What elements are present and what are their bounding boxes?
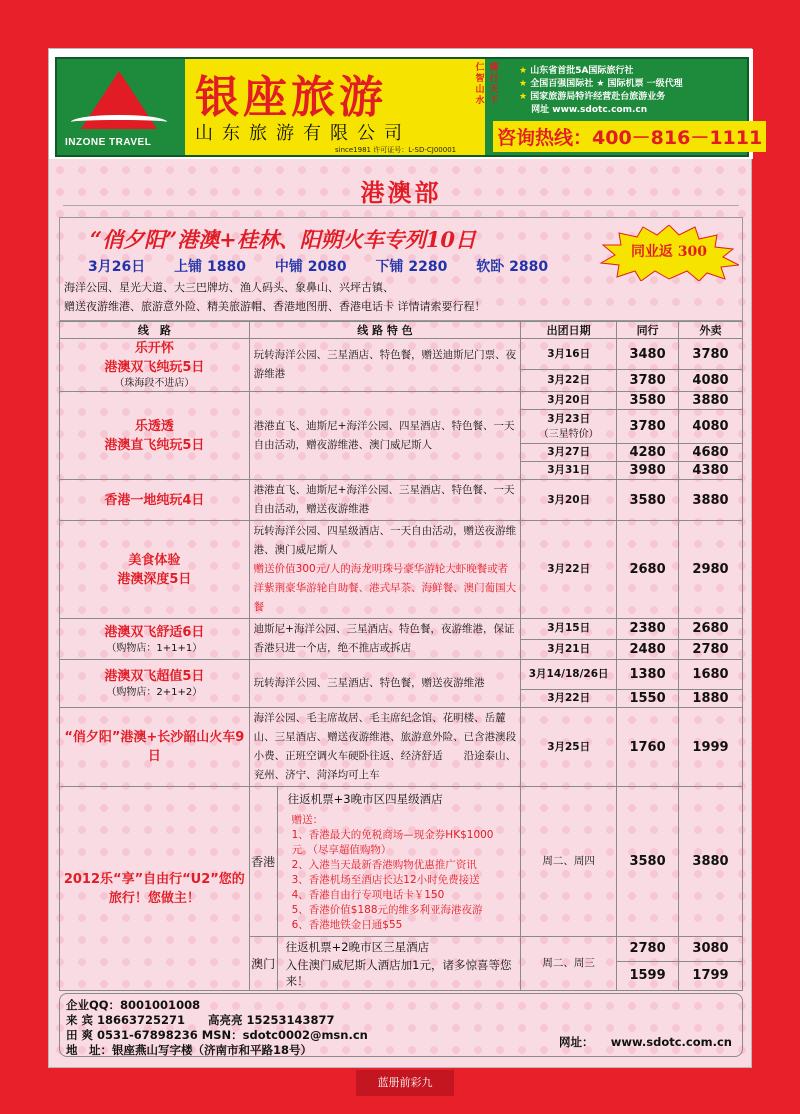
slogan-vertical-1: 仁智山水 bbox=[475, 63, 485, 106]
column-header: 外卖 bbox=[679, 322, 743, 339]
contact-line: 来 宾 18663725271 高亮亮 15253143877 bbox=[66, 1013, 335, 1027]
retail-price: 2780 bbox=[679, 639, 743, 660]
peer-price: 1760 bbox=[617, 708, 679, 787]
region-label: 澳门 bbox=[249, 937, 277, 991]
route-name: 香港一地纯玩4日 bbox=[60, 480, 250, 521]
brand-panel bbox=[185, 59, 485, 155]
depart-date: 3月22日 bbox=[521, 370, 617, 392]
depart-date: 3月27日 bbox=[521, 444, 617, 462]
logo-english: INZONE TRAVEL bbox=[65, 137, 152, 148]
promo-prices bbox=[88, 256, 572, 276]
retail-price: 1680 bbox=[679, 660, 743, 690]
retail-price: 4080 bbox=[679, 410, 743, 444]
route-feature-highlight: 赠送价值300元/人的海龙明珠号豪华游轮大虾晚餐或者洋紫荆豪华游轮自助餐、港式早茶、海鲜餐、澳门葡国大餐 bbox=[253, 563, 517, 613]
column-header: 出团日期 bbox=[521, 322, 617, 339]
depart-date: 3月20日 bbox=[521, 480, 617, 521]
peer-price: 4280 bbox=[617, 444, 679, 462]
peer-price: 3980 bbox=[617, 462, 679, 480]
peer-price: 3480 bbox=[617, 339, 679, 370]
promo-price: 上铺 1880 bbox=[174, 259, 246, 275]
route-feature bbox=[277, 787, 521, 937]
depart-date: 3月14/18/26日 bbox=[521, 660, 617, 690]
peer-price: 2380 bbox=[617, 619, 679, 640]
promo-price: 中铺 2080 bbox=[274, 259, 347, 275]
retail-price: 3880 bbox=[679, 480, 743, 521]
gift-list bbox=[282, 811, 517, 935]
table-row bbox=[60, 787, 743, 937]
badge-text: 同业返 300 bbox=[630, 244, 708, 260]
depart-date: 3月22日 bbox=[521, 521, 617, 619]
retail-price: 4380 bbox=[679, 462, 743, 480]
route-feature: 玩转海洋公园、三星酒店、特色餐，赠送夜游维港 bbox=[249, 660, 521, 708]
depart-days: 周二、周四 bbox=[521, 787, 617, 937]
depart-days: 周二、周三 bbox=[521, 937, 617, 991]
header-green-panel bbox=[55, 57, 763, 157]
route-name: 乐开怀 港澳双飞纯玩5日 （珠海段不进店） bbox=[60, 339, 250, 392]
contact-footer bbox=[59, 993, 743, 1057]
page-label: 蓝册前彩九 bbox=[356, 1070, 454, 1096]
table-row bbox=[60, 708, 743, 787]
contact-line: 田 爽 0531-67898236 MSN：sdotc0002@msn.cn bbox=[66, 1028, 368, 1042]
retail-price: 2980 bbox=[679, 521, 743, 619]
route-feature bbox=[277, 937, 521, 991]
promo-date: 3月26日 bbox=[88, 259, 146, 275]
logo bbox=[61, 63, 181, 153]
table-header-row bbox=[60, 322, 743, 339]
depart-date: 3月22日 bbox=[521, 690, 617, 708]
slogan-vertical-2: 德行天下 bbox=[489, 63, 499, 106]
brand-name: 银座旅游 bbox=[195, 72, 387, 123]
gift-item: 6、香港地铁金日通$55 bbox=[291, 919, 403, 931]
gift-item: 2、入港当天最新香港购物优惠推广资讯 bbox=[291, 859, 477, 871]
peer-price: 1599 bbox=[617, 961, 679, 990]
divider bbox=[63, 205, 739, 206]
route-name: 乐透透 港澳直飞纯玩5日 bbox=[60, 392, 250, 480]
peer-price: 2680 bbox=[617, 521, 679, 619]
route-feature: 玩转海洋公园、四星级酒店、一天自由活动，赠送夜游维港、澳门威尼斯人 赠送价值300元/人的海龙明珠号豪华游轮大虾晚餐或者洋紫荆豪华游轮自助餐、港式早茶、海鲜餐、澳门葡国大餐 bbox=[249, 521, 521, 619]
peer-price: 3580 bbox=[617, 392, 679, 410]
hotline: 咨询热线：400－816－1111 bbox=[493, 121, 766, 152]
column-header: 同行 bbox=[617, 322, 679, 339]
star-icon: ★ bbox=[519, 79, 531, 89]
peer-price: 1380 bbox=[617, 660, 679, 690]
package-headline: 往返机票+2晚市区三星酒店 bbox=[285, 940, 430, 954]
route-feature: 迪斯尼+海洋公园、三星酒店、特色餐，夜游维港，保证香港只进一个店，绝不推店或拆店 bbox=[249, 619, 521, 660]
depart-date: 3月21日 bbox=[521, 639, 617, 660]
promo-description bbox=[64, 278, 734, 316]
package-headline: 往返机票+3晚市区四星级酒店 bbox=[287, 792, 443, 806]
retail-price: 4680 bbox=[679, 444, 743, 462]
promo-desc-line: 赠送夜游维港、旅游意外险、精美旅游帽、香港地图册、香港电话卡 详情请索要行程！ bbox=[64, 300, 486, 313]
depart-date: 3月20日 bbox=[521, 392, 617, 410]
table-row bbox=[60, 480, 743, 521]
credential-item: 网址 www.sdotc.com.cn bbox=[531, 105, 648, 115]
route-name: 美食体验 港澳深度5日 bbox=[60, 521, 250, 619]
table-row bbox=[60, 521, 743, 619]
depart-date: 3月15日 bbox=[521, 619, 617, 640]
credential-item: ★ 山东省首批5A国际旅行社 bbox=[519, 66, 634, 76]
retail-price: 3080 bbox=[679, 937, 743, 962]
route-name: 港澳双飞舒适6日 （购物店：1+1+1） bbox=[60, 619, 250, 660]
peer-price: 3580 bbox=[617, 787, 679, 937]
wave-logo-icon bbox=[71, 115, 167, 129]
package-note: 入住澳门威尼斯人酒店加1元，诸多惊喜等您来！ bbox=[285, 958, 512, 988]
retail-price: 3880 bbox=[679, 787, 743, 937]
retail-price: 1880 bbox=[679, 690, 743, 708]
credential-item: ★ 全国百强国际社 ★ 国际机票 一级代理 bbox=[519, 79, 683, 89]
route-feature: 玩转海洋公园、三星酒店、特色餐，赠送迪斯尼门票、夜游维港 bbox=[249, 339, 521, 392]
retail-price: 2680 bbox=[679, 619, 743, 640]
table-row bbox=[60, 619, 743, 640]
peer-price: 3780 bbox=[617, 410, 679, 444]
peer-price: 3580 bbox=[617, 480, 679, 521]
retail-price: 1999 bbox=[679, 708, 743, 787]
route-name: 2012乐“享”自由行“U2”您的旅行！您做主！ bbox=[60, 787, 250, 991]
peer-price: 2480 bbox=[617, 639, 679, 660]
star-icon: ★ bbox=[519, 66, 531, 76]
routes-table bbox=[59, 321, 743, 991]
depart-date: 3月23日 （三星特价） bbox=[521, 410, 617, 444]
route-feature: 港港直飞、迪斯尼+海洋公园、三星酒店、特色餐、一天自由活动，赠送夜游维港 bbox=[249, 480, 521, 521]
peer-price: 2780 bbox=[617, 937, 679, 962]
license-text: since1981 许可证号：L-SD-CJ00001 bbox=[335, 146, 457, 154]
route-feature: 港港直飞、迪斯尼+海洋公园、四星酒店、特色餐、一天自由活动，赠夜游维港、澳门威尼斯人 bbox=[249, 392, 521, 480]
gift-item: 1、香港最大的免税商场—现金券HK$1000元。（尽享超值购物） bbox=[291, 829, 494, 856]
table-row bbox=[60, 660, 743, 690]
gift-item: 3、香港机场至酒店长达12小时免费接送 bbox=[291, 874, 480, 886]
promo-price: 下铺 2280 bbox=[375, 259, 448, 275]
region-label: 香港 bbox=[249, 787, 277, 937]
star-icon: ★ bbox=[519, 92, 531, 102]
column-header: 线 路 特 色 bbox=[249, 322, 521, 339]
retail-price: 3880 bbox=[679, 392, 743, 410]
company-name: 山东旅游有限公司 bbox=[195, 123, 411, 144]
contact-qq: 企业QQ：8001001008 bbox=[66, 998, 201, 1012]
gift-item: 4、香港自由行专项电话卡￥150 bbox=[291, 889, 445, 901]
table-row bbox=[60, 339, 743, 370]
section-title: 港澳部 bbox=[360, 179, 442, 207]
credential-item: ★ 国家旅游局特许经营赴台旅游业务 bbox=[519, 92, 666, 102]
route-name: 港澳双飞超值5日 （购物店：2+1+2） bbox=[60, 660, 250, 708]
column-header: 线 路 bbox=[60, 322, 250, 339]
promo-price: 软卧 2880 bbox=[476, 259, 549, 275]
route-feature: 海洋公园、毛主席故居、毛主席纪念馆、花明楼、岳麓山、三星酒店、赠送夜游维港、旅游意外险、已含港澳段小费、正班空调火车硬卧往返、经济舒适 沿途泰山、兖州、济宁、菏泽均可上车 bbox=[249, 708, 521, 787]
table-row bbox=[60, 392, 743, 410]
depart-date: 3月31日 bbox=[521, 462, 617, 480]
retail-price: 4080 bbox=[679, 370, 743, 392]
depart-date: 3月16日 bbox=[521, 339, 617, 370]
website: 网址： www.sdotc.com.cn bbox=[559, 1035, 732, 1049]
depart-date: 3月25日 bbox=[521, 708, 617, 787]
promo-title: “俏夕阳”港澳+桂林、阳朔火车专列10日 bbox=[90, 227, 476, 252]
header-banner bbox=[49, 49, 763, 159]
retail-price: 1799 bbox=[679, 961, 743, 990]
retail-price: 3780 bbox=[679, 339, 743, 370]
peer-price: 1550 bbox=[617, 690, 679, 708]
page-sheet bbox=[48, 48, 763, 1068]
gift-item: 5、香港价值$188元的维多利亚海港夜游 bbox=[291, 904, 483, 916]
credential-list bbox=[519, 65, 683, 117]
peer-price: 3780 bbox=[617, 370, 679, 392]
promo-desc-line: 海洋公园、星光大道、大三巴牌坊、渔人码头、象鼻山、兴坪古镇、 bbox=[64, 281, 394, 294]
route-name: “俏夕阳”港澳+长沙韶山火车9日 bbox=[60, 708, 250, 787]
contact-address: 地 址：银座燕山写字楼（济南市和平路18号） bbox=[66, 1043, 313, 1057]
gift-title: 赠送： bbox=[291, 814, 324, 826]
